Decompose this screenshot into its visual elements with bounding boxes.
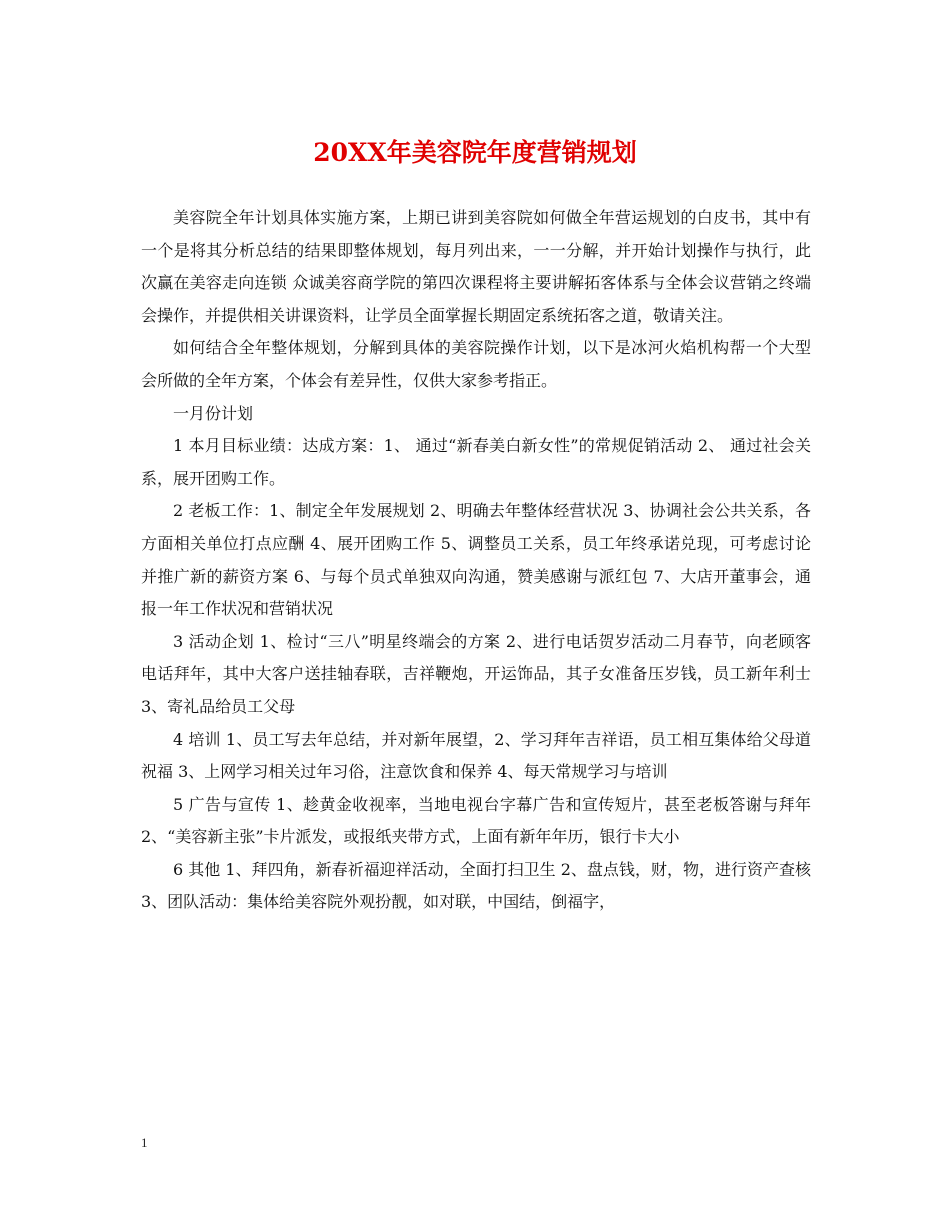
paragraph-item-5: 5 广告与宣传 1、趁黄金收视率，当地电视台字幕广告和宣传短片，甚至老板答谢与拜年 2、“美容新主张”卡片派发，或报纸夹带方式，上面有新年年历，银行卡大小: [141, 794, 811, 847]
paragraph-item-6: 6 其他 1、拜四角，新春祈福迎祥活动，全面打扫卫生 2、盘点钱，财，物，进行资产查核 3、团队活动：集体给美容院外观扮靓，如对联，中国结，倒福字，: [141, 859, 811, 912]
document-body: [141, 202, 811, 919]
page-number: 1: [141, 1135, 148, 1150]
paragraph-item-2: 2 老板工作：1、制定全年发展规划 2、明确去年整体经营状况 3、协调社会公共关系，各方面相关单位打点应酬 4、展开团购工作 5、调整员工关系，员工年终承诺兑现，可考虑讨论并推广新的薪资方案 6、与每个员式单独双向沟通，赞美感谢与派红包 7、大店开董事会，通报一年工作状况和营销状况: [141, 501, 811, 619]
document-title: 20XX年美容院年度营销规划: [313, 138, 637, 167]
section-heading-january: 一月份计划: [173, 403, 254, 423]
paragraph-item-1: 1 本月目标业绩：达成方案：1、 通过“新春美白新女性”的常规促销活动 2、 通过社会关系，展开团购工作。: [141, 436, 811, 488]
paragraph-overview: 如何结合全年整体规划，分解到具体的美容院操作计划，以下是冰河火焰机构帮一个大型会所做的全年方案，个体会有差异性，仅供大家参考指正。: [141, 338, 811, 390]
paragraph-item-4: 4 培训 1、员工写去年总结，并对新年展望，2、学习拜年吉祥语，员工相互集体给父母道祝福 3、上网学习相关过年习俗，注意饮食和保养 4、每天常规学习与培训: [141, 729, 811, 782]
paragraph-intro: 美容院全年计划具体实施方案，上期已讲到美容院如何做全年营运规划的白皮书，其中有一个是将其分析总结的结果即整体规划，每月列出来，一一分解，并开始计划操作与执行，此次赢在美容走向连锁 众诚美容商学院的第四次课程将主要讲解拓客体系与全体会议营销之终端会操作，并提供相关讲课资料，让学员全面掌握长期固定系统拓客之道，敬请关注。: [141, 208, 811, 325]
paragraph-item-3: 3 活动企划 1、检讨“三八”明星终端会的方案 2、进行电话贺岁活动二月春节，向老顾客电话拜年，其中大客户送挂轴春联，吉祥鞭炮，开运饰品，其子女准备压岁钱，员工新年利士 3、寄礼品给员工父母: [141, 631, 811, 716]
